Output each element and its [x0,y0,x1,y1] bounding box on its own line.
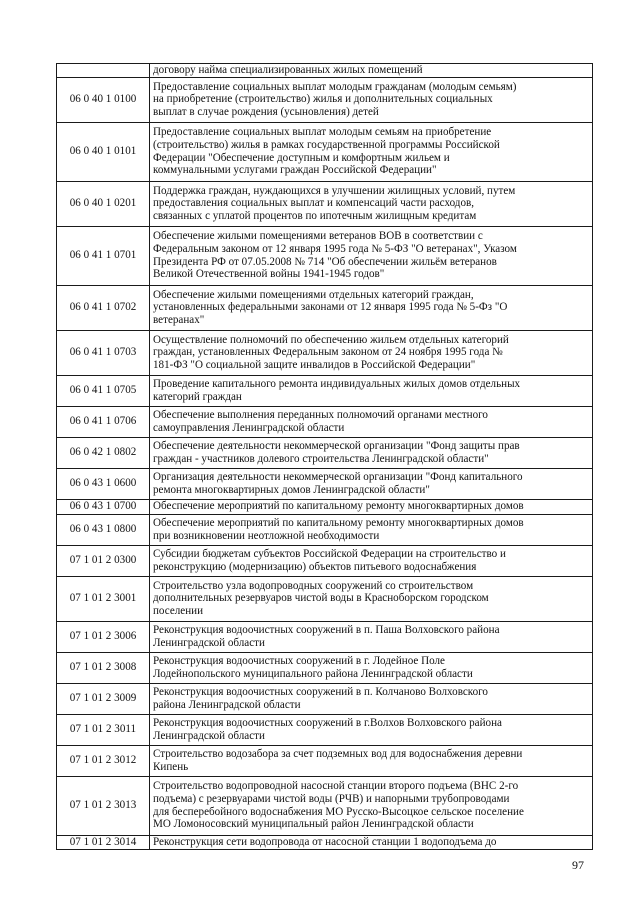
table-row [57,745,593,776]
row-code: 06 0 42 1 0802 [57,437,150,468]
row-code: 06 0 40 1 0201 [57,181,150,226]
row-description-cell [150,714,593,745]
table-row [57,226,593,285]
row-description-cell [150,835,593,849]
row-code: 07 1 01 2 3001 [57,576,150,621]
table-row [57,437,593,468]
table-row [57,576,593,621]
row-code: 06 0 41 1 0706 [57,406,150,437]
table-row [57,406,593,437]
row-description-cell [150,745,593,776]
table-row [57,468,593,499]
table-row [57,621,593,652]
row-description: Реконструкция сети водопровода от насосной станции 1 водоподъема до [153,835,497,848]
row-description-cell [150,652,593,683]
row-code: 06 0 41 1 0701 [57,226,150,285]
table-row [57,181,593,226]
row-description-cell [150,437,593,468]
row-description: Обеспечение жилыми помещениями ветеранов ВОВ в соответствии с Федеральным законом от 12 января 1995 года № 5-ФЗ "О ветеранах", Указом Президента РФ от 07.05.2008 № 714 "Об обеспечении жильём ветеранов Великой Отечественной войны 1941-1945 годов" [153,230,517,281]
row-description: Субсидии бюджетам субъектов Российской Федерации на строительство и реконструкцию (модернизацию) объектов питьевого водоснабжения [153,548,506,573]
row-code: 06 0 41 1 0702 [57,285,150,330]
row-code: 07 1 01 2 3006 [57,621,150,652]
row-description-cell [150,122,593,181]
row-description-cell [150,375,593,406]
row-code: 06 0 40 1 0101 [57,122,150,181]
row-description-cell [150,226,593,285]
row-description-cell [150,406,593,437]
table-row [57,122,593,181]
row-code: 07 1 01 2 0300 [57,545,150,576]
row-description: договору найма специализированных жилых помещений [153,64,423,76]
row-code: 07 1 01 2 3014 [57,835,150,849]
row-code: 06 0 41 1 0703 [57,330,150,375]
row-description: Проведение капитального ремонта индивидуальных жилых домов отдельных категорий граждан [153,378,521,403]
row-description-cell [150,285,593,330]
row-code: 07 1 01 2 3011 [57,714,150,745]
table-row [57,499,593,514]
table-row [57,683,593,714]
row-description: Реконструкция водоочистных сооружений в п. Колчаново Волховского района Ленинградской области [153,686,488,711]
row-description: Обеспечение мероприятий по капитальному ремонту многоквартирных домов при возникновении неотложной необходимости [153,517,524,542]
row-code: 07 1 01 2 3012 [57,745,150,776]
row-description: Реконструкция водоочистных сооружений в г.Волхов Волховского района Ленинградской области [153,717,502,742]
row-description: Предоставление социальных выплат молодым гражданам (молодым семьям) на приобретение (строительство) жилья и дополнительных социальных выплат в случае рождения (усыновления) детей [153,80,517,118]
row-description: Реконструкция водоочистных сооружений в п. Паша Волховского района Ленинградской области [153,624,500,649]
row-description: Обеспечение выполнения переданных полномочий органами местного самоуправления Ленинградской области [153,409,488,434]
table-row [57,285,593,330]
row-description: Обеспечение деятельности некоммерческой организации "Фонд защиты прав граждан - участников долевого строительства Ленинградской области" [153,440,520,465]
row-description-cell [150,514,593,545]
table-row [57,375,593,406]
row-description-cell [150,77,593,122]
table-body [57,64,593,850]
page-number: 97 [572,858,584,872]
row-code: 06 0 43 1 0800 [57,514,150,545]
row-description: Предоставление социальных выплат молодым семьям на приобретение (строительство) жилья в рамках государственной программы Российской Федерации "Обеспечение доступным и комфортным жильем и коммунальными услугами граждан Российской Федерации" [153,126,500,177]
row-code: 06 0 43 1 0700 [57,499,150,514]
row-description: Строительство водозабора за счет подземных вод для водоснабжения деревни Кипень [153,748,523,773]
row-code: 06 0 40 1 0100 [57,77,150,122]
row-code: 07 1 01 2 3008 [57,652,150,683]
row-description-cell [150,683,593,714]
table-row [57,545,593,576]
row-description: Реконструкция водоочистных сооружений в г. Лодейное Поле Лодейнопольского муниципального района Ленинградской области [153,655,473,680]
row-description: Осуществление полномочий по обеспечению жильем отдельных категорий граждан, установленных Федеральным законом от 24 ноября 1995 года № 181-ФЗ "О социальной защите инвалидов в Российской Федерации" [153,333,509,371]
row-code: 07 1 01 2 3009 [57,683,150,714]
table-row [57,714,593,745]
budget-code-table [56,63,593,850]
row-description-cell [150,468,593,499]
row-description-cell [150,499,593,514]
row-description: Строительство узла водопроводных сооружений со строительством дополнительных резервуаров чистой воды в Красноборском городском поселении [153,579,489,617]
table-row [57,776,593,835]
table-row [57,64,593,78]
row-description-cell [150,64,593,78]
row-description: Строительство водопроводной насосной станции второго подъема (ВНС 2-го подъема) с резервуарами чистой воды (РЧВ) и напорными трубопроводами для бесперебойного водоснабжения МО Русско-Высоцкое сельское поселение МО Ломоносовский муниципальный район Ленинградской области [153,780,524,831]
row-description-cell [150,576,593,621]
table-row [57,652,593,683]
row-description: Обеспечение жилыми помещениями отдельных категорий граждан, установленных федеральными законами от 12 января 1995 года № 5-Фз "О ветеранах" [153,288,508,326]
table-row [57,330,593,375]
row-description: Организация деятельности некоммерческой организации "Фонд капитального ремонта многоквартирных домов Ленинградской области" [153,471,523,496]
row-code: 07 1 01 2 3013 [57,776,150,835]
row-code [57,64,150,78]
row-description-cell [150,776,593,835]
table-row [57,514,593,545]
row-description-cell [150,181,593,226]
row-code: 06 0 41 1 0705 [57,375,150,406]
row-description-cell [150,621,593,652]
row-description: Обеспечение мероприятий по капитальному ремонту многоквартирных домов [153,500,524,513]
row-description-cell [150,545,593,576]
row-code: 06 0 43 1 0600 [57,468,150,499]
row-description: Поддержка граждан, нуждающихся в улучшении жилищных условий, путем предоставления социальных выплат и компенсаций части расходов, связанных с уплатой процентов по ипотечным жилищным кредитам [153,184,516,222]
table-row [57,77,593,122]
table-row [57,835,593,849]
row-description-cell [150,330,593,375]
